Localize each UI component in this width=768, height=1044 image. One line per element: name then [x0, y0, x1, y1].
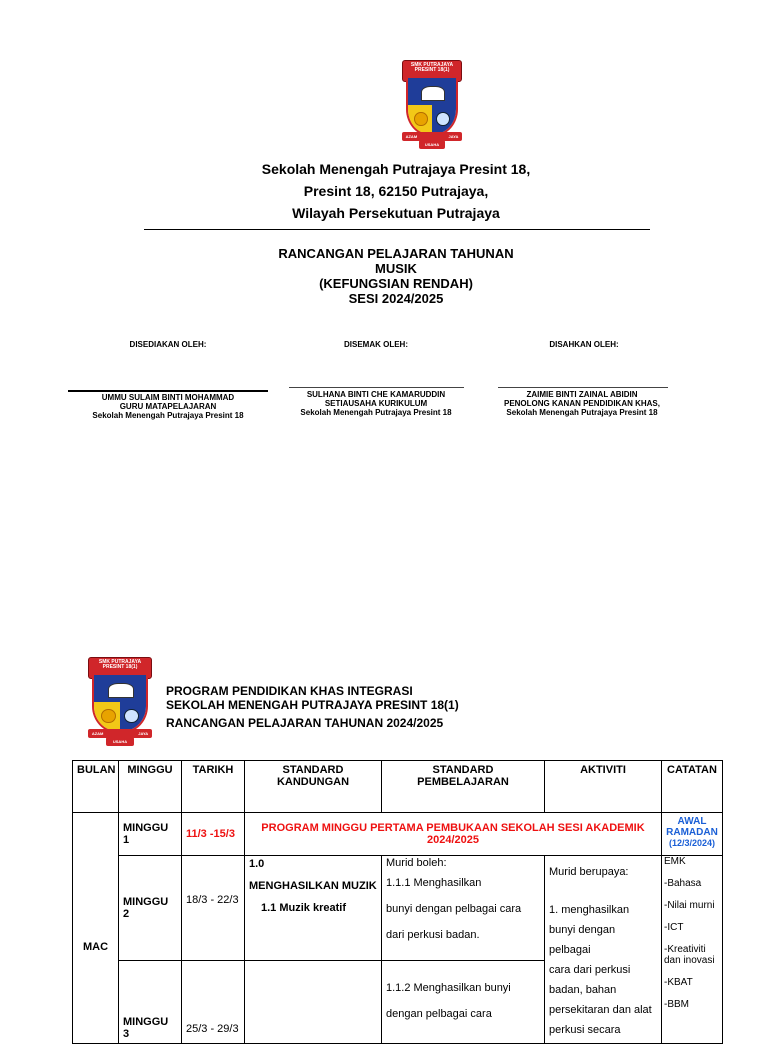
sun-icon	[414, 112, 428, 126]
program-heading	[166, 684, 459, 730]
activity-line: badan, bahan	[549, 984, 617, 996]
table-row	[73, 813, 723, 856]
note-line: -Nilai murni	[664, 900, 715, 911]
doc-title-line4: SESI 2024/2025	[348, 291, 444, 306]
header-learning-standard: STANDARD PEMBELAJARAN	[382, 761, 545, 813]
activity-line: bunyi dengan pelbagai	[549, 924, 616, 956]
week-cell: MINGGU 1	[119, 813, 182, 856]
crest-motto-left: AZAM	[91, 731, 104, 736]
school-address	[144, 158, 648, 224]
date-cell: 18/3 - 22/3	[182, 856, 245, 961]
signatory-checked	[276, 390, 476, 417]
signatory-prepared	[68, 393, 268, 420]
note-line: EMK	[664, 856, 686, 867]
table-row	[73, 856, 723, 961]
signatory-name: UMMU SULAIM BINTI MOHAMMAD	[101, 393, 235, 402]
signature-line-checked	[289, 387, 464, 388]
crest-motto-right: JAYA	[448, 134, 459, 139]
signatory-position: GURU MATAPELAJARAN	[119, 402, 217, 411]
school-name-line1: Sekolah Menengah Putrajaya Presint 18,	[261, 161, 531, 177]
activity-line: cara dari perkusi	[549, 964, 631, 976]
doc-title-line1: RANCANGAN PELAJARAN TAHUNAN	[278, 246, 514, 261]
crest-shield	[406, 76, 459, 136]
learning-line: bunyi dengan pelbagai cara	[386, 903, 522, 915]
crest-banner-line1: SMK PUTRAJAYA	[98, 659, 142, 665]
book-icon	[421, 86, 444, 101]
signature-line-prepared	[68, 390, 268, 392]
content-standard-cell	[245, 961, 382, 1044]
content-title: MENGHASILKAN MUZIK	[249, 880, 377, 892]
activity-line: 1. menghasilkan	[549, 904, 630, 916]
signatory-position: PENOLONG KANAN PENDIDIKAN KHAS,	[503, 399, 660, 408]
activity-line: perkusi secara	[549, 1024, 621, 1036]
crest-banner-line2: PRESINT 18(1)	[102, 664, 138, 671]
signatory-role-checked: DISEMAK OLEH:	[344, 340, 408, 349]
school-crest-program	[88, 657, 152, 747]
learning-line: 1.1.2 Menghasilkan bunyi	[386, 982, 511, 995]
doc-title-line2: MUSIK	[375, 261, 417, 276]
notes-cell	[662, 813, 723, 856]
signature-line-approved	[498, 387, 668, 388]
learning-standard-cell	[382, 961, 545, 1044]
globe-icon	[124, 709, 139, 723]
note-line: RAMADAN	[666, 827, 718, 838]
note-line: -Kreativiti dan inovasi	[664, 944, 715, 966]
doc-title-line3: (KEFUNGSIAN RENDAH)	[319, 276, 473, 291]
note-line: -BBM	[664, 999, 689, 1010]
note-line: (12/3/2024)	[668, 838, 716, 848]
learning-line: dari perkusi badan.	[386, 929, 480, 941]
learning-line: 1.1.1 Menghasilkan	[386, 877, 482, 889]
signatory-school: Sekolah Menengah Putrajaya Presint 18	[92, 411, 244, 420]
school-crest-top	[402, 60, 462, 150]
crest-banner-line1: SMK PUTRAJAYA	[410, 62, 454, 68]
learning-standard-cell	[382, 856, 545, 961]
week-cell: MINGGU 2	[119, 856, 182, 961]
crest-motto-right: JAYA	[138, 731, 149, 736]
book-icon	[108, 683, 133, 698]
signatory-role-prepared: DISEDIAKAN OLEH:	[129, 340, 207, 349]
sun-icon	[101, 709, 116, 723]
note-line: AWAL	[677, 816, 707, 827]
content-subtitle: 1.1 Muzik kreatif	[261, 902, 346, 914]
header-content-standard: STANDARD KANDUNGAN	[245, 761, 382, 813]
crest-motto-bottom: USAHA	[424, 142, 440, 148]
note-line: -KBAT	[664, 977, 693, 988]
content-number: 1.0	[249, 858, 265, 870]
program-line1: PROGRAM PENDIDIKAN KHAS INTEGRASI	[166, 684, 413, 698]
header-divider	[144, 229, 650, 230]
program-line3: RANCANGAN PELAJARAN TAHUNAN 2024/2025	[166, 716, 444, 730]
crest-banner-line2: PRESINT 18(1)	[414, 67, 450, 74]
crest-shield	[92, 673, 148, 733]
signatory-approved	[482, 390, 682, 417]
header-date: TARIKH	[182, 761, 245, 813]
note-line: -ICT	[664, 922, 684, 933]
week-cell: MINGGU 3	[119, 961, 182, 1044]
header-notes: CATATAN	[662, 761, 723, 813]
signatory-role-approved: DISAHKAN OLEH:	[549, 340, 619, 349]
notes-cell	[662, 856, 723, 1044]
date-cell: 11/3 -15/3	[182, 813, 245, 856]
month-cell	[73, 813, 119, 1044]
crest-ribbon-bottom	[106, 737, 134, 746]
school-name-line2: Presint 18, 62150 Putrajaya,	[303, 183, 489, 199]
content-standard-cell	[245, 856, 382, 961]
activity-cell	[545, 856, 662, 1044]
school-name-line3: Wilayah Persekutuan Putrajaya	[292, 205, 500, 221]
header-activity: AKTIVITI	[545, 761, 662, 813]
header-week: MINGGU	[119, 761, 182, 813]
globe-icon	[436, 112, 450, 126]
signatory-position: SETIAUSAHA KURIKULUM	[324, 399, 428, 408]
month-label: MAC	[82, 940, 109, 953]
activity-line: persekitaran dan alat	[549, 1004, 652, 1016]
lesson-plan-table	[72, 760, 723, 1044]
crest-motto-left: AZAM	[405, 134, 418, 139]
document-title	[144, 246, 648, 306]
activity-line: Murid berupaya:	[549, 866, 629, 878]
table-header-row	[73, 761, 723, 813]
date-cell: 25/3 - 29/3	[182, 961, 245, 1044]
learning-line: Murid boleh:	[386, 857, 447, 869]
crest-motto-bottom: USAHA	[112, 739, 128, 745]
signatory-name: SULHANA BINTI CHE KAMARUDDIN	[306, 390, 446, 399]
header-month: BULAN	[73, 761, 119, 813]
signatory-school: Sekolah Menengah Putrajaya Presint 18	[506, 408, 658, 417]
note-line: -Bahasa	[664, 878, 702, 889]
signatory-school: Sekolah Menengah Putrajaya Presint 18	[300, 408, 452, 417]
learning-line: dengan pelbagai cara	[386, 1008, 492, 1021]
program-cell: PROGRAM MINGGU PERTAMA PEMBUKAAN SEKOLAH SESI AKADEMIK 2024/2025	[245, 813, 662, 856]
program-line2: SEKOLAH MENENGAH PUTRAJAYA PRESINT 18(1)	[166, 698, 459, 712]
signatory-name: ZAIMIE BINTI ZAINAL ABIDIN	[526, 390, 638, 399]
crest-ribbon-bottom	[419, 140, 445, 149]
